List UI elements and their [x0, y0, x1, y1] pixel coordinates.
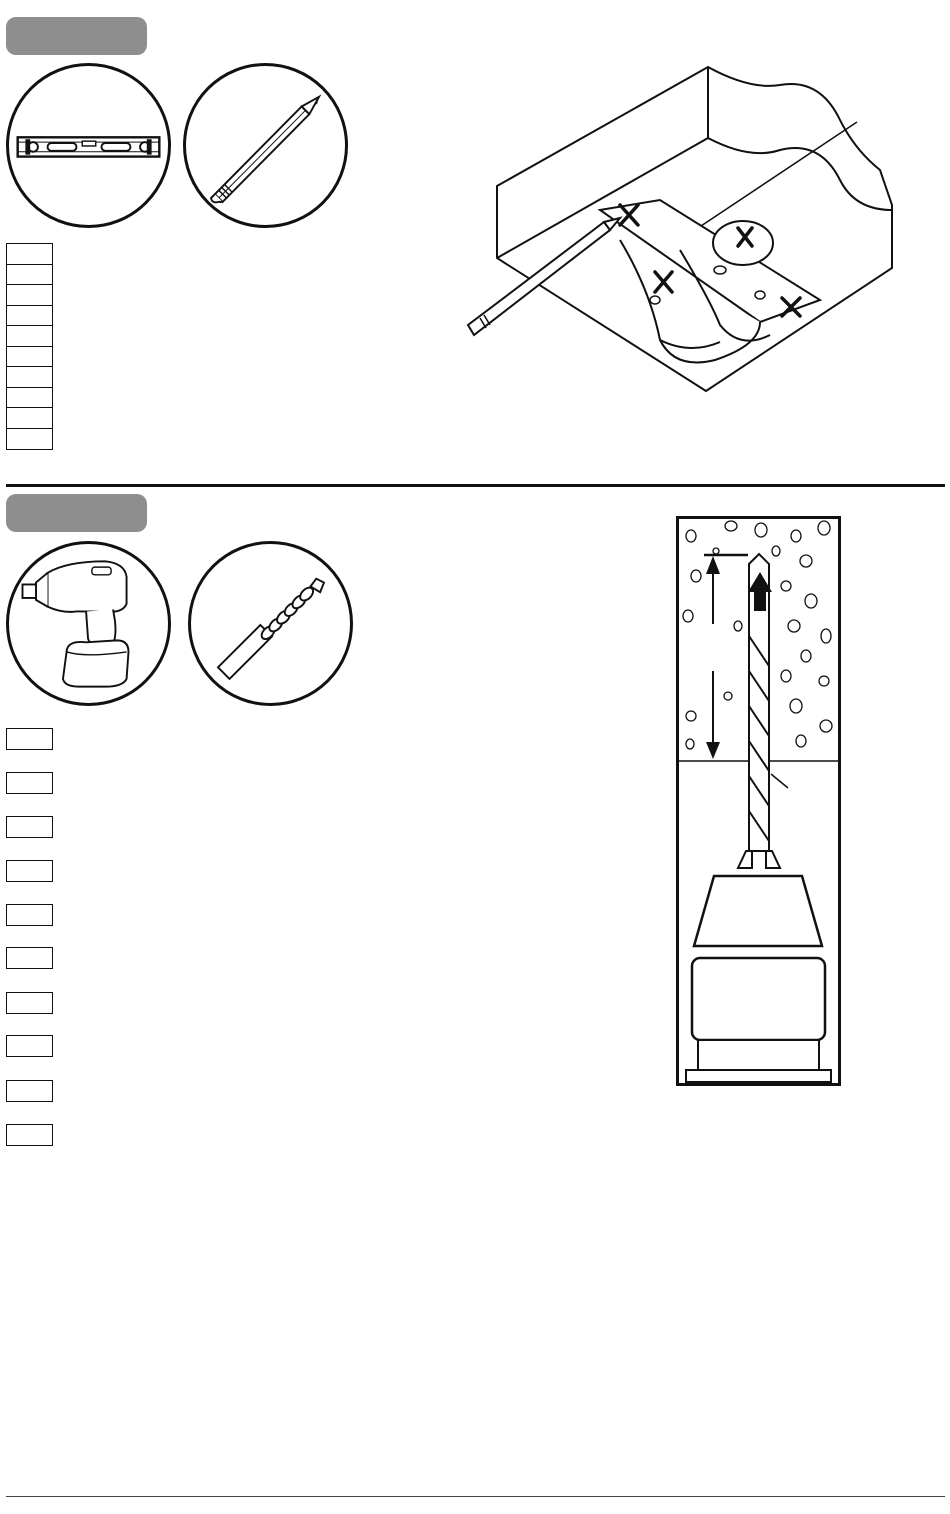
- section-divider: [6, 484, 945, 487]
- tool-cordless-drill: [6, 541, 171, 706]
- step-2-tab: [6, 494, 147, 532]
- level-icon: [9, 66, 168, 225]
- tool-pencil: [183, 63, 348, 228]
- language-box: [6, 1080, 53, 1102]
- language-box: [6, 428, 53, 450]
- language-box: [6, 992, 53, 1014]
- cordless-drill-icon: [9, 544, 168, 703]
- language-box: [6, 772, 53, 794]
- language-box: [6, 1124, 53, 1146]
- language-box: [6, 264, 53, 286]
- step-1-tab: [6, 17, 147, 55]
- language-box: [6, 284, 53, 306]
- marking-bracket-illustration: [460, 60, 900, 400]
- language-box: [6, 904, 53, 926]
- language-box: [6, 325, 53, 347]
- language-box: [6, 366, 53, 388]
- language-box: [6, 305, 53, 327]
- drilling-concrete-illustration: [676, 516, 841, 1086]
- drill-bit-icon: [191, 544, 350, 703]
- language-box: [6, 387, 53, 409]
- language-box: [6, 860, 53, 882]
- tool-level: [6, 63, 171, 228]
- language-box: [6, 947, 53, 969]
- language-box: [6, 346, 53, 368]
- step-1-language-boxes: [6, 243, 53, 450]
- pencil-icon: [186, 66, 345, 225]
- tool-drill-bit: [188, 541, 353, 706]
- footer-rule: [6, 1496, 945, 1497]
- language-box: [6, 728, 53, 750]
- language-box: [6, 407, 53, 429]
- language-box: [6, 816, 53, 838]
- language-box: [6, 243, 53, 265]
- language-box: [6, 1035, 53, 1057]
